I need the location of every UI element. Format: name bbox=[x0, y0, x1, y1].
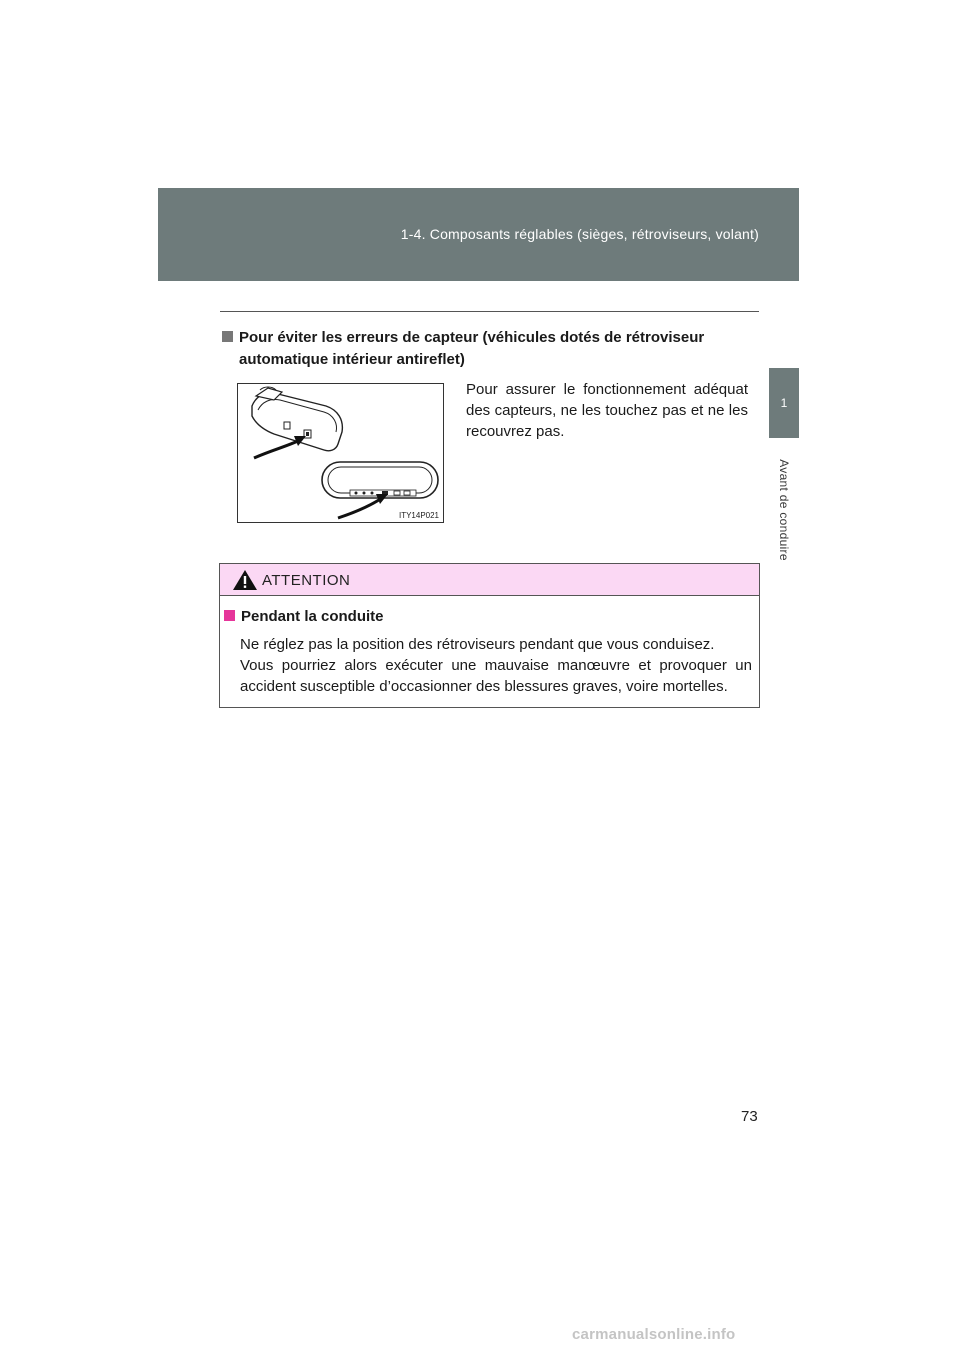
warning-box bbox=[219, 563, 760, 708]
square-bullet-icon bbox=[222, 331, 233, 342]
warning-line2: Vous pourriez alors exécuter une mauvaise manœuvre et provoquer un accident susceptible d’occasionner des blessures graves, voire mortelles. bbox=[240, 657, 752, 695]
watermark-text: carmanualsonline.info bbox=[572, 1326, 736, 1343]
side-tab-chapter-number: 1 bbox=[769, 368, 799, 438]
warning-title: ATTENTION bbox=[262, 572, 351, 589]
chapter-header-band bbox=[158, 188, 799, 281]
warning-subheading bbox=[224, 608, 384, 625]
section-heading-line2: automatique intérieur antireflet) bbox=[239, 351, 465, 368]
side-tab-label-text: Avant de conduire bbox=[777, 459, 791, 561]
warning-body bbox=[240, 634, 752, 697]
figure-caption: ITY14P021 bbox=[398, 511, 439, 520]
warning-triangle-icon bbox=[232, 569, 258, 591]
section-divider bbox=[220, 311, 759, 312]
side-tab-chapter-label bbox=[769, 445, 799, 575]
chapter-title: 1-4. Composants réglables (sièges, rétroviseurs, volant) bbox=[400, 226, 759, 242]
rear-view-mirror-icon bbox=[238, 384, 443, 522]
page-number: 73 bbox=[741, 1108, 758, 1125]
section-heading-line1: Pour éviter les erreurs de capteur (véhicules dotés de rétroviseur bbox=[239, 329, 705, 346]
section-heading bbox=[222, 327, 757, 371]
mirror-sensor-figure bbox=[237, 383, 444, 523]
warning-line1: Ne réglez pas la position des rétroviseurs pendant que vous conduisez. bbox=[240, 636, 715, 653]
warning-subheading-text: Pendant la conduite bbox=[241, 608, 384, 625]
square-bullet-icon bbox=[224, 610, 235, 621]
section-body-text: Pour assurer le fonctionnement adéquat des capteurs, ne les touchez pas et ne les recouvrez pas. bbox=[466, 381, 748, 440]
warning-header bbox=[220, 564, 759, 596]
